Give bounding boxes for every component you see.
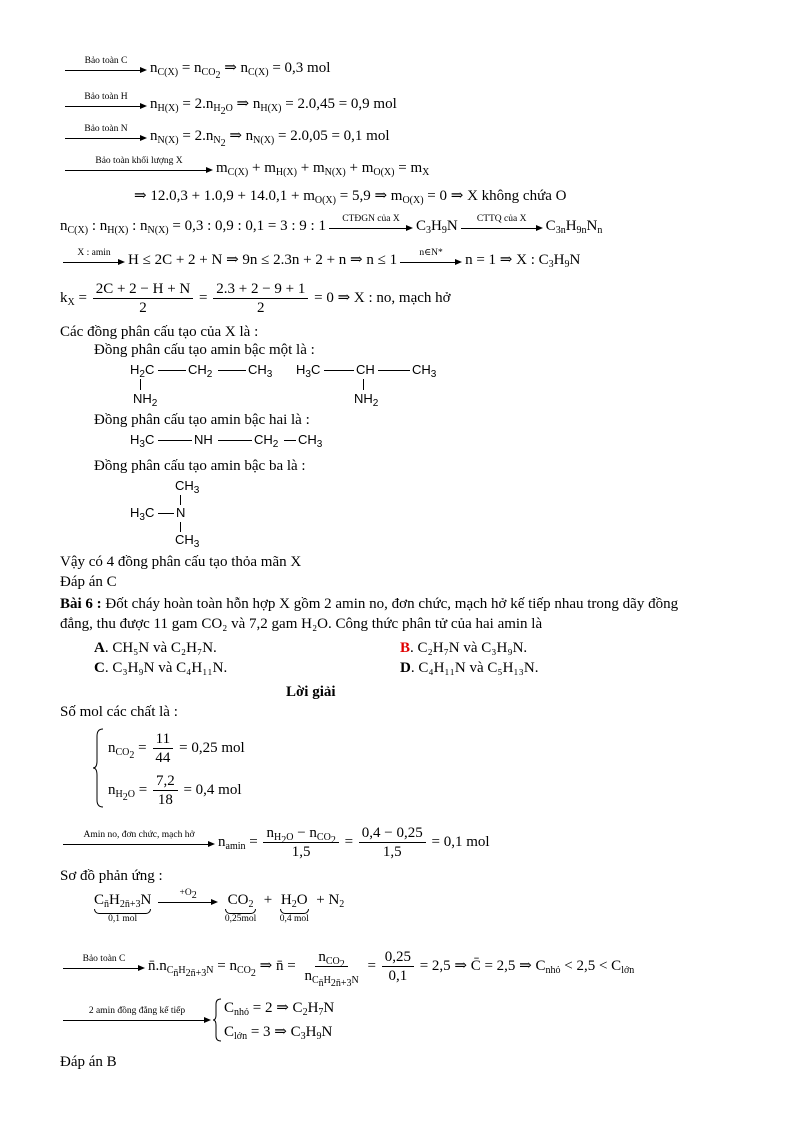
equation-line-carbon: Bảo toàn C $n_{C(X)} = n_{CO_2}$ ⇒ $n_{C(X)} = 0,3$ mol	[62, 60, 330, 77]
large-homolog: $C_{lớn} = 3$ ⇒ $C_3H_9N$	[224, 1024, 333, 1042]
tertiary-amine-heading: Đồng phân cấu tạo amin bậc ba là :	[94, 458, 306, 474]
equation-line-kx: $k_X$ = $\frac{2C + 2 - H + N}{2}$ = $\frac{2.3 + 2 - 9 + 1}{2}$ = 0 ⇒ X : no, mạch hở	[60, 281, 451, 316]
answer-bai6: Đáp án B	[60, 1054, 117, 1070]
question-6-line2: đẳng, thu được 11 gam CO₂ và 7,2 gam H₂O. Công thức phân tử của hai amin là	[60, 616, 543, 632]
equation-homologs	[60, 1006, 214, 1027]
left-brace	[212, 998, 222, 1042]
arrow-label: n∈N*	[419, 248, 443, 259]
scheme-intro: Sơ đồ phản ứng :	[60, 868, 163, 884]
equation-line-nitrogen: Bảo toàn N $n_{N(X)} = 2.n_{N_2}$ ⇒ $n_{N(X)} = 2.0,05 = 0,1$ mol	[62, 128, 390, 145]
arrow-label: 2 amin đồng đẳng kế tiếp	[88, 1006, 186, 1017]
equation-carbon-average: Bảo toàn C $n̄.n_{C_{n̄}H_{2n̄+3}N} = n_{CO_2}$ ⇒ n̄ = $\frac{n_{CO_2}}{n_{C_{n̄}H_{2n̄+3}N}}$ = $\frac{0,25}{0,1}$ = 2,5 ⇒ C̄ = 2,5 ⇒ $C_{nhỏ} < 2,5 < C_{lớn}$	[60, 948, 634, 985]
option-d[interactable]: D. C₄H₁₁N và C₅H₁₃N.	[400, 660, 539, 676]
primary-amine-heading: Đồng phân cấu tạo amin bậc một là :	[94, 342, 315, 358]
arrow-label: X : amin	[77, 248, 111, 259]
structure-trimethylamine: $CH_3$ $H_3C$ N $CH_3$	[130, 478, 200, 550]
equation-line-amine: X : amin H ≤ 2C + 2 + N ⇒ 9n ≤ 2.3n + 2 + n ⇒ n ≤ 1 n∈N* n = 1 ⇒ X : $C_3H_9N$	[60, 252, 580, 269]
answer-prev: Đáp án C	[60, 574, 117, 590]
option-c[interactable]: C. C₃H₉N và C₄H₁₁N.	[94, 660, 228, 676]
reaction-scheme: $C_{n̄}H_{2n̄+3}N$ 0,1 mol $+O_2$ $CO_2$ 0,25mol + $H_2O$ 0,4 mol + $N_2$	[94, 888, 345, 925]
small-homolog: $C_{nhỏ} = 2$ ⇒ $C_2H_7N$	[224, 1000, 335, 1018]
option-a[interactable]: A. CH₅N và C₂H₇N.	[94, 640, 217, 656]
arrow-label: CTTQ của X	[476, 214, 527, 225]
question-6-line1: Bài 6 : Đốt cháy hoàn toàn hỗn hợp X gồm 2 amin no, đơn chức, mạch hở kế tiếp nhau trong dãy đồng	[60, 596, 679, 612]
structure-propan-2-amine: $H_3C$ CH $CH_3$ $NH_2$	[296, 362, 437, 409]
moles-intro: Số mol các chất là :	[60, 704, 178, 720]
structure-n-methylethanamine: $H_3C$ NH $CH_2$ $CH_3$	[130, 432, 323, 450]
isomers-intro: Các đồng phân cấu tạo của X là :	[60, 324, 259, 340]
left-brace	[92, 728, 104, 808]
arrow-label: CTĐGN của X	[342, 214, 400, 225]
arrow-label: Bảo toàn C	[82, 954, 126, 964]
equation-line-mass: Bảo toàn khối lượng X $m_{C(X)} + m_{H(X)} + m_{N(X)} + m_{O(X)} = m_X$	[62, 160, 429, 177]
equation-line-ratio: $n_{C(X)}$ : $n_{H(X)}$ : $n_{N(X)} = 0,3$ : 0,9 : 0,1 = 3 : 9 : 1 CTĐGN của X $C_3H_9N$ CTTQ của X $C_{3n}H_{9n}N_n$	[60, 214, 603, 236]
equation-line-oxygen: ⇒ $12.0,3 + 1.0,9 + 14.0,1 + m_{O(X)} = 5,9$ ⇒ $m_{O(X)} = 0$ ⇒ X không chứa O	[134, 188, 567, 206]
arrow-label: Bảo toàn H	[84, 92, 128, 103]
option-b[interactable]: B. C₂H₇N và C₃H₉N.	[400, 640, 528, 656]
question-label: Bài 6 :	[60, 596, 102, 612]
no-oxygen-text: ⇒ X không chứa O	[450, 188, 567, 204]
equation-line-hydrogen: Bảo toàn H $n_{H(X)} = 2.n_{H_2O}$ ⇒ $n_{H(X)} = 2.0,45 = 0,9$ mol	[62, 96, 397, 113]
arrow-label: Bảo toàn C	[84, 56, 128, 67]
arrow-label: Amin no, đơn chức, mạch hở	[83, 830, 195, 840]
isomer-count-conclusion: Vậy có 4 đồng phân cấu tạo thỏa mãn X	[60, 554, 302, 570]
arrow-label: Bảo toàn khối lượng X	[95, 156, 183, 167]
moles-h2o: $n_{H_2O}$ = $\frac{7,2}{18}$ = 0,4 mol	[108, 773, 242, 808]
equation-amine-moles: Amin no, đơn chức, mạch hở $n_{amin}$ = $\frac{n_{H_2O} - n_{CO_2}}{1,5}$ = $\frac{0,4 - 0,25}{1,5}$ = 0,1 mol	[60, 824, 490, 861]
moles-co2: $n_{CO_2}$ = $\frac{11}{44}$ = 0,25 mol	[108, 731, 245, 766]
secondary-amine-heading: Đồng phân cấu tạo amin bậc hai là :	[94, 412, 310, 428]
kx-conclusion: = 0 ⇒ X : no, mạch hở	[314, 289, 451, 306]
arrow-label: Bảo toàn N	[84, 124, 128, 135]
structure-propan-1-amine: $H_2C$ $CH_2$ $CH_3$ $NH_2$	[130, 362, 273, 409]
solution-title: Lời giải	[286, 684, 336, 700]
